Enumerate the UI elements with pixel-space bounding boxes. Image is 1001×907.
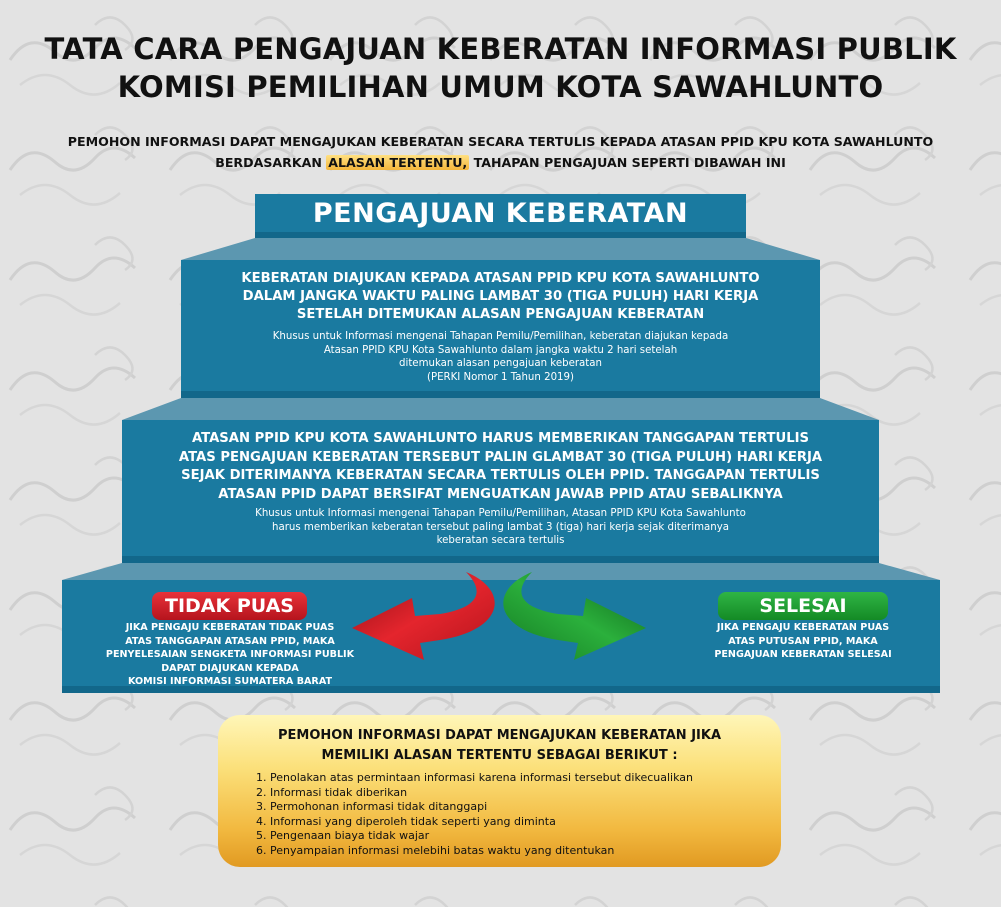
reasons-list bbox=[256, 771, 693, 859]
step-2-bold-4: ATASAN PPID DAPAT BERSIFAT MENGUATKAN JAWAB PPID ATAU SEBALIKNYA bbox=[218, 486, 783, 502]
step-2-bold-3: SEJAK DITERIMANYA KEBERATAN SECARA TERTULIS OLEH PPID. TANGGAPAN TERTULIS bbox=[181, 468, 820, 483]
right-line-2: ATAS PUTUSAN PPID, MAKA bbox=[728, 635, 878, 647]
reason-item: 6. Penyampaian informasi melebihi batas waktu yang ditentukan bbox=[256, 843, 615, 857]
step-1-content bbox=[181, 270, 820, 384]
step-2-bold-1: ATASAN PPID KPU KOTA SAWAHLUNTO HARUS MEMBERIKAN TANGGAPAN TERTULIS bbox=[191, 431, 810, 446]
step-3-top-ledge bbox=[62, 563, 940, 580]
left-outcome-text bbox=[90, 621, 370, 689]
step-1-note-2: Atasan PPID KPU Kota Sawahlunto dalam jangka waktu 2 hari setelah bbox=[323, 344, 678, 356]
step-2-bold-2: ATAS PENGAJUAN KEBERATAN TERSEBUT PALIN GLAMBAT 30 (TIGA PULUH) HARI KERJA bbox=[178, 449, 823, 465]
reasons-heading-1: PEMOHON INFORMASI DAPAT MENGAJUKAN KEBERATAN JIKA bbox=[277, 728, 722, 743]
step-1-top-ledge bbox=[181, 238, 820, 260]
intro-line-1: PEMOHON INFORMASI DAPAT MENGAJUKAN KEBERATAN SECARA TERTULIS KEPADA ATASAN PPID KPU KOTA SAWAHLUNTO bbox=[67, 134, 934, 149]
step-2-note-1: Khusus untuk Informasi mengenai Tahapan Pemilu/Pemilihan, Atasan PPID KPU Kota Sawahlunto bbox=[255, 508, 746, 519]
left-line-5: KOMISI INFORMASI SUMATERA BARAT bbox=[127, 676, 333, 688]
intro-highlight: ALASAN TERTENTU, bbox=[328, 155, 468, 170]
reasons-box bbox=[218, 715, 781, 867]
right-line-3: PENGAJUAN KEBERATAN SELESAI bbox=[714, 649, 892, 661]
step-2-note-3: keberatan secara tertulis bbox=[436, 535, 565, 546]
reason-item: 5. Pengenaan biaya tidak wajar bbox=[256, 829, 430, 843]
right-line-1: JIKA PENGAJU KEBERATAN PUAS bbox=[716, 622, 890, 633]
left-line-1: JIKA PENGAJU KEBERATAN TIDAK PUAS bbox=[125, 622, 335, 633]
reason-item: 4. Informasi yang diperoleh tidak seperti yang diminta bbox=[256, 814, 556, 828]
reasons-heading bbox=[218, 726, 781, 766]
reason-item: 1. Penolakan atas permintaan informasi karena informasi tersebut dikecualikan bbox=[256, 771, 693, 784]
title-line-1: TATA CARA PENGAJUAN KEBERATAN INFORMASI PUBLIK bbox=[44, 32, 957, 66]
tidak-puas-badge: TIDAK PUAS bbox=[152, 592, 307, 620]
step-2-note-2: harus memberikan keberatan tersebut paling lambat 3 (tiga) hari kerja sejak diterimanya bbox=[272, 521, 729, 533]
right-outcome-text bbox=[680, 621, 926, 662]
title-line-2: KOMISI PEMILIHAN UMUM KOTA SAWAHLUNTO bbox=[117, 70, 884, 104]
left-line-2: ATAS TANGGAPAN ATASAN PPID, MAKA bbox=[125, 635, 335, 647]
left-line-3: PENYELESAIAN SENGKETA INFORMASI PUBLIK bbox=[105, 649, 355, 661]
step-2-top-ledge bbox=[122, 398, 879, 420]
step-1-note-1: Khusus untuk Informasi mengenai Tahapan Pemilu/Pemilihan, keberatan diajukan kepada bbox=[272, 331, 729, 342]
heading-title: PENGAJUAN KEBERATAN bbox=[312, 198, 689, 229]
reasons-heading-2: MEMILIKI ALASAN TERTENTU SEBAGAI BERIKUT : bbox=[321, 748, 678, 763]
heading-box bbox=[255, 194, 746, 238]
step-1-bold-1: KEBERATAN DIAJUKAN KEPADA ATASAN PPID KPU KOTA SAWAHLUNTO bbox=[241, 271, 760, 286]
reason-item: 2. Informasi tidak diberikan bbox=[256, 785, 408, 799]
step-1-note-3: ditemukan alasan pengajuan keberatan bbox=[399, 358, 602, 369]
intro-line-2-before: BERDASARKAN bbox=[215, 155, 327, 170]
intro-line-2-after: TAHAPAN PENGAJUAN SEPERTI DIBAWAH INI bbox=[469, 155, 786, 170]
step-1-bold-3: SETELAH DITEMUKAN ALASAN PENGAJUAN KEBERATAN bbox=[296, 307, 705, 322]
reason-item: 3. Permohonan informasi tidak ditanggapi bbox=[256, 800, 488, 814]
step-2-content bbox=[122, 430, 879, 548]
selesai-badge: SELESAI bbox=[718, 592, 888, 620]
step-1-bold-2: DALAM JANGKA WAKTU PALING LAMBAT 30 (TIGA PULUH) HARI KERJA bbox=[242, 289, 759, 304]
step-1-note-4: (PERKI Nomor 1 Tahun 2019) bbox=[426, 371, 574, 383]
left-line-4: DAPAT DIAJUKAN KEPADA bbox=[161, 662, 299, 674]
